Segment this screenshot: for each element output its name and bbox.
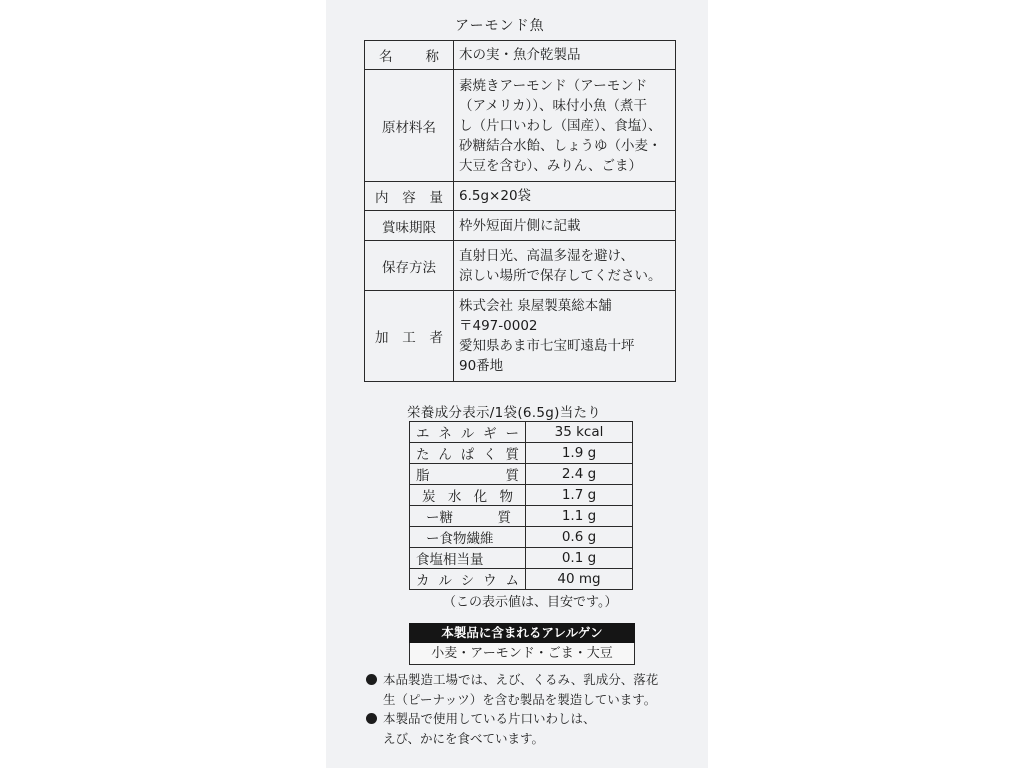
nutrition-row-energy [410,422,633,443]
nutrition-title: 栄養成分表示/1袋(6.5g)当たり [407,405,602,421]
bullet-dot-icon [366,713,377,724]
nutrition-row-calcium [410,569,633,590]
nutrition-value: 1.7 g [526,485,633,506]
nutrition-row-fat [410,464,633,485]
value-manufacturer: 株式会社 泉屋製菓総本舗 〒497-0002 愛知県あま市七宝町遠島十坪 90番地 [454,291,676,382]
nutrition-value: 40 mg [526,569,633,590]
label-ingredients: 原材料名 [365,70,454,182]
nutrition-value: 0.1 g [526,548,633,569]
nutrition-row-salt [410,548,633,569]
nutrition-label: 食塩相当量 [410,548,526,569]
nutrition-value: 1.9 g [526,443,633,464]
label-best-before: 賞味期限 [365,211,454,241]
row-best-before [365,211,676,241]
value-ingredients: 素焼きアーモンド（アーモンド （アメリカ））、味付小魚（煮干 し（片口いわし（国産）、食塩）、 砂糖結合水飴、しょうゆ（小麦・ 大豆を含む）、みりん、ごま） [454,70,676,182]
bullet-dot-icon [366,674,377,685]
nutrition-row-sugar [410,506,633,527]
nutrition-row-carbohydrate [410,485,633,506]
label-quantity: 内 容 量 [365,182,454,211]
value-best-before: 枠外短面片側に記載 [454,211,676,241]
row-ingredients [365,70,676,182]
value-quantity: 6.5g×20袋 [454,182,676,211]
nutrition-row-fiber [410,527,633,548]
nutrition-label: ー糖 質 [410,506,526,527]
notice-item: 本製品で使用している片口いわしは、 えび、かにを食べています。 [366,709,696,748]
row-name [365,41,676,70]
nutrition-label: エ ネ ル ギ ー [410,422,526,443]
value-storage: 直射日光、高温多湿を避け、 涼しい場所で保存してください。 [454,241,676,291]
label-storage: 保存方法 [365,241,454,291]
allergen-heading: 本製品に含まれるアレルゲン [409,623,635,643]
nutrition-row-protein [410,443,633,464]
notice-list [366,670,696,748]
allergen-items: 小麦・アーモンド・ごま・大豆 [409,643,635,665]
nutrition-label: ー食物繊維 [410,527,526,548]
product-title: アーモンド魚 [455,18,545,34]
nutrition-value: 35 kcal [526,422,633,443]
nutrition-note: （この表示値は、目安です。） [443,595,618,610]
row-manufacturer [365,291,676,382]
label-manufacturer: 加 工 者 [365,291,454,382]
row-storage [365,241,676,291]
nutrition-label: た ん ぱ く 質 [410,443,526,464]
nutrition-value: 0.6 g [526,527,633,548]
nutrition-label: 脂 質 [410,464,526,485]
nutrition-table [409,421,633,590]
nutrition-value: 2.4 g [526,464,633,485]
notice-item: 本品製造工場では、えび、くるみ、乳成分、落花 生（ピーナッツ）を含む製品を製造しています。 [366,670,696,709]
row-quantity [365,182,676,211]
nutrition-label: カ ル シ ウ ム [410,569,526,590]
nutrition-value: 1.1 g [526,506,633,527]
product-info-table [364,40,676,382]
nutrition-label: 炭 水 化 物 [410,485,526,506]
value-name: 木の実・魚介乾製品 [454,41,676,70]
label-name: 名 称 [365,41,454,70]
